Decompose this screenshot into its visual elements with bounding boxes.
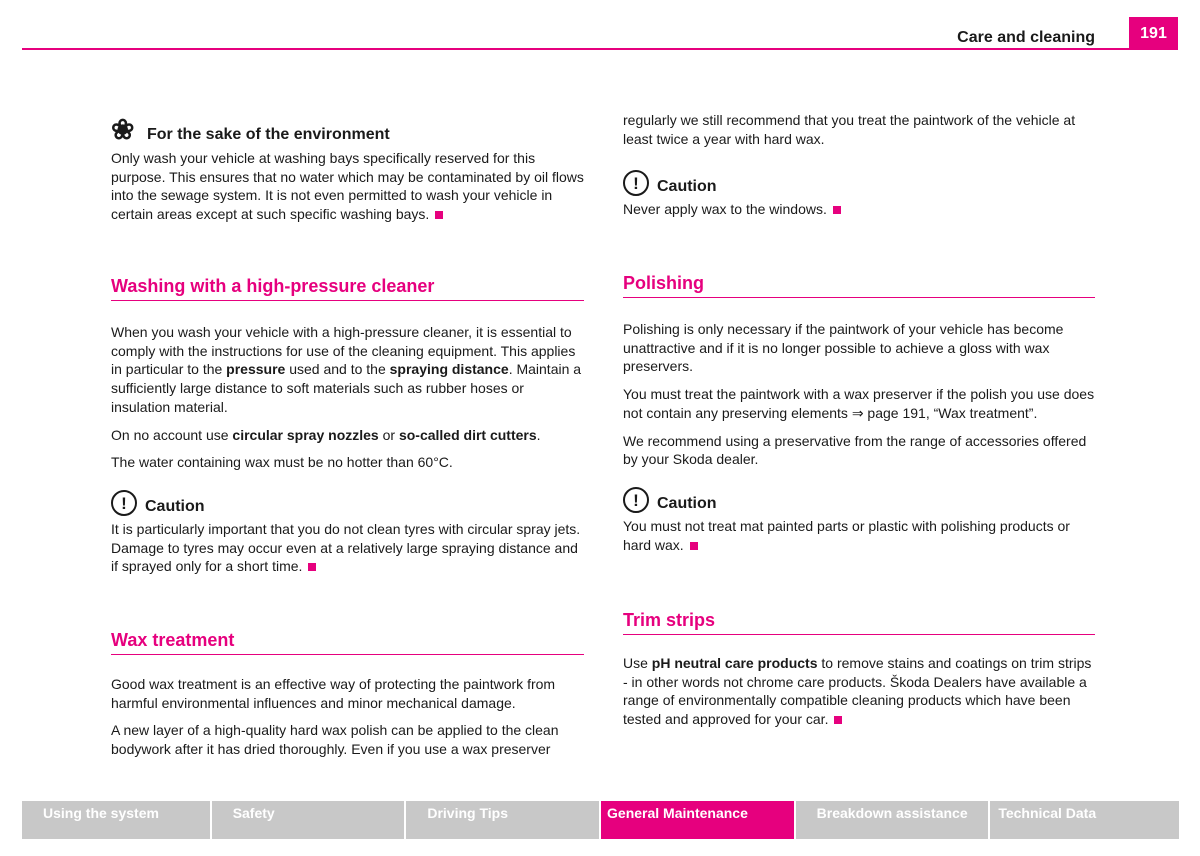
nav-tab-driving-tips[interactable]: Driving Tips xyxy=(406,801,599,839)
trim-paragraph-1: Use pH neutral care products to remove stains and coatings on trim strips - in other words not chrome care products. Škoda Dealers have available a range of environmentally compatible cleaning products which have been tested and approved for your car. xyxy=(623,655,1092,728)
header-divider xyxy=(22,48,1178,50)
wax-continued-text: regularly we still recommend that you treat the paintwork of the vehicle at least twice a year with hard wax. xyxy=(623,112,1076,147)
hp-paragraph-1: When you wash your vehicle with a high-pressure cleaner, it is essential to comply with the instructions for use of the cleaning equipment. This applies in particular to the pressure used and to the spraying distance. Maintain a sufficiently large distance to soft materials such as rubber hoses or insulation material. xyxy=(111,324,582,415)
section-title-high-pressure: Washing with a high-pressure cleaner xyxy=(111,275,584,301)
cross-reference-arrow: ⇒ xyxy=(851,404,864,421)
end-of-section-mark xyxy=(435,211,443,219)
section-title-polishing: Polishing xyxy=(623,272,1095,298)
caution-title: Caution xyxy=(657,495,717,512)
environment-note-title: For the sake of the environment xyxy=(147,126,390,143)
caution-windows xyxy=(623,170,1095,219)
page-number: 191 xyxy=(1129,17,1178,50)
environment-note-text: Only wash your vehicle at washing bays specifically reserved for this purpose. This ensures that no water which may be contaminated by oil flows into the sewage system. It is not even permitted to wash your vehicle in certain areas except at such specific washing bays. xyxy=(111,150,584,223)
caution-text: It is particularly important that you do not clean tyres with circular spray jets. Damage to tyres may occur even at a relatively large spraying distance and if sprayed only for a short time. xyxy=(111,521,581,575)
caution-icon: ! xyxy=(111,490,137,516)
caution-text: You must not treat mat painted parts or plastic with polishing products or hard wax. xyxy=(623,518,1070,553)
section-title-wax-treatment: Wax treatment xyxy=(111,629,584,655)
nav-tab-technical-data[interactable]: Technical Data xyxy=(990,801,1179,839)
section-high-pressure xyxy=(111,275,584,472)
polishing-paragraph-1: Polishing is only necessary if the paintwork of your vehicle has become unattractive and if it is no longer possible to achieve a gloss with wax preservers. xyxy=(623,321,1064,375)
wax-continued xyxy=(623,111,1095,148)
caution-icon: ! xyxy=(623,487,649,513)
section-trim-strips xyxy=(623,609,1095,729)
nav-tab-general-maintenance[interactable]: General Maintenance xyxy=(601,801,794,839)
cross-reference-link[interactable]: page 191, “Wax treatment”. xyxy=(863,404,1038,421)
caution-icon: ! xyxy=(623,170,649,196)
section-polishing xyxy=(623,272,1095,469)
nav-tab-safety[interactable]: Safety xyxy=(212,801,405,839)
section-wax-treatment xyxy=(111,629,584,759)
chapter-title: Care and cleaning xyxy=(957,29,1095,46)
hp-paragraph-2: On no account use circular spray nozzles or so-called dirt cutters. xyxy=(111,426,541,443)
caution-title: Caution xyxy=(657,178,717,195)
flower-icon: ❀ xyxy=(111,114,135,145)
caution-polishing xyxy=(623,487,1095,554)
polishing-paragraph-3: We recommend using a preservative from the range of accessories offered by your Skoda dealer. xyxy=(623,432,1087,468)
nav-tab-breakdown-assistance[interactable]: Breakdown assistance xyxy=(796,801,989,839)
environment-note xyxy=(111,116,584,224)
caution-title: Caution xyxy=(145,498,205,515)
end-of-section-mark xyxy=(308,563,316,571)
hp-paragraph-3: The water containing wax must be no hotter than 60°C. xyxy=(111,454,453,471)
wax-paragraph-2: A new layer of a high-quality hard wax polish can be applied to the clean bodywork after it has dried thoroughly. Even if you use a wax preserver xyxy=(111,722,559,758)
caution-tyres xyxy=(111,490,584,576)
section-title-trim-strips: Trim strips xyxy=(623,609,1095,635)
caution-text: Never apply wax to the windows. xyxy=(623,200,1095,219)
chapter-nav xyxy=(22,801,1179,839)
end-of-section-mark xyxy=(834,716,842,724)
polishing-paragraph-2: You must treat the paintwork with a wax preserver if the polish you use does not contain any preserving elements ⇒ page 191, “Wax treatment”. xyxy=(623,386,1095,421)
end-of-section-mark xyxy=(833,206,841,214)
end-of-section-mark xyxy=(690,542,698,550)
nav-tab-using-the-system[interactable]: Using the system xyxy=(22,801,210,839)
wax-paragraph-1: Good wax treatment is an effective way of protecting the paintwork from harmful environmental influences and minor mechanical damage. xyxy=(111,676,556,711)
